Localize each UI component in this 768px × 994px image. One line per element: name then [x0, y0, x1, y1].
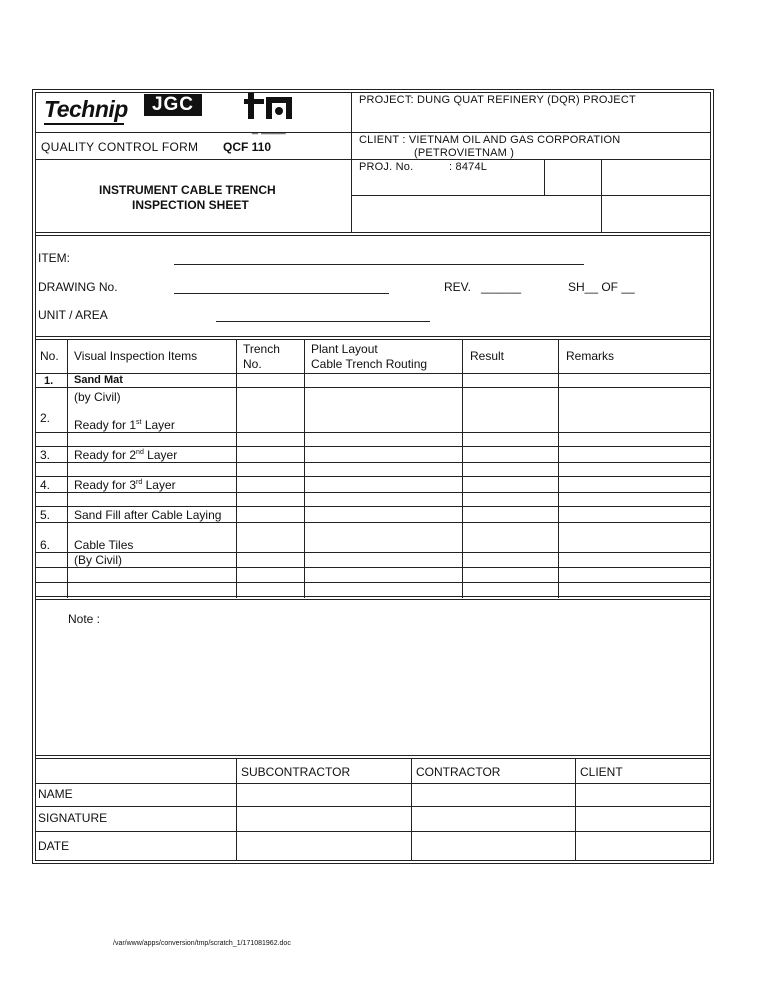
col-header-no: No.	[40, 349, 59, 363]
row-3-text: Ready for 2	[74, 448, 137, 462]
signoff-row-date: DATE	[38, 839, 70, 853]
unit-area-field[interactable]	[216, 321, 430, 322]
signoff-row-name: NAME	[38, 787, 73, 801]
signoff-col-contractor: CONTRACTOR	[416, 765, 501, 779]
sheet-of-field[interactable]: SH__ OF __	[568, 280, 635, 294]
sheet-title-line2: INSPECTION SHEET	[132, 198, 249, 212]
row-1-item: Sand Mat	[74, 374, 123, 386]
technip-logo: Technip	[44, 96, 128, 122]
item-field[interactable]	[174, 264, 584, 265]
col-header-plant-2: Cable Trench Routing	[311, 357, 428, 371]
row-3-sup: nd	[136, 449, 144, 456]
row-6-sub: (By Civil)	[74, 553, 122, 567]
row-5-no: 5.	[40, 508, 51, 522]
sheet-title-line1: INSTRUMENT CABLE TRENCH	[99, 183, 276, 197]
form-title: QUALITY CONTROL FORM	[41, 140, 199, 154]
drawing-field[interactable]	[174, 293, 389, 294]
footer-file-path: /var/www/apps/conversion/tmp/scratch_1/171081962.doc	[113, 940, 291, 947]
signoff-row-signature: SIGNATURE	[38, 811, 108, 825]
row-1-sub: (by Civil)	[74, 390, 121, 404]
row-5-item: Sand Fill after Cable Laying	[74, 508, 222, 522]
logo-dashes: _ ____	[252, 123, 286, 135]
proj-no-label: PROJ. No.	[359, 161, 414, 173]
row-2-item	[74, 418, 175, 432]
col-header-trench-1: Trench	[243, 342, 280, 356]
row-1-no: 1.	[44, 375, 54, 387]
row-4-sup: rd	[136, 479, 143, 486]
row-3-item	[74, 448, 177, 462]
row-2-sup: st	[136, 419, 142, 426]
col-header-trench-2: No.	[243, 357, 262, 371]
client-line1: CLIENT : VIETNAM OIL AND GAS CORPORATION	[359, 134, 621, 146]
col-header-result: Result	[470, 349, 505, 363]
row-4-text: Ready for 3	[74, 478, 137, 492]
form-code: QCF 110	[223, 140, 272, 154]
row-4-no: 4.	[40, 478, 51, 492]
unit-area-label: UNIT / AREA	[38, 308, 108, 322]
proj-no-value: : 8474L	[449, 161, 488, 173]
row-4-after: Layer	[142, 478, 176, 492]
col-header-plant-1: Plant Layout	[311, 342, 378, 356]
jgc-logo: JGC	[144, 94, 202, 116]
tpi-logo	[244, 91, 296, 121]
row-2-no: 2.	[40, 411, 51, 425]
client-line2: (PETROVIETNAM )	[414, 147, 515, 159]
row-4-item	[74, 478, 176, 492]
row-3-after: Layer	[143, 448, 178, 462]
drawing-label: DRAWING No.	[38, 280, 118, 294]
signoff-col-client: CLIENT	[580, 765, 623, 779]
note-label: Note :	[68, 612, 101, 626]
row-6-item: Cable Tiles	[74, 538, 134, 552]
row-3-no: 3.	[40, 448, 51, 462]
rev-label: REV.	[444, 280, 471, 294]
col-header-remarks: Remarks	[566, 349, 615, 363]
signoff-col-subcontractor: SUBCONTRACTOR	[241, 765, 351, 779]
technip-logo-underline	[44, 123, 124, 125]
item-label: ITEM:	[38, 251, 70, 265]
rev-field[interactable]: ______	[481, 280, 522, 294]
project-title: PROJECT: DUNG QUAT REFINERY (DQR) PROJECT	[359, 94, 636, 106]
row-2-text: Ready for 1	[74, 418, 137, 432]
row-6-no: 6.	[40, 538, 51, 552]
col-header-items: Visual Inspection Items	[74, 349, 198, 363]
row-2-after: Layer	[141, 418, 175, 432]
